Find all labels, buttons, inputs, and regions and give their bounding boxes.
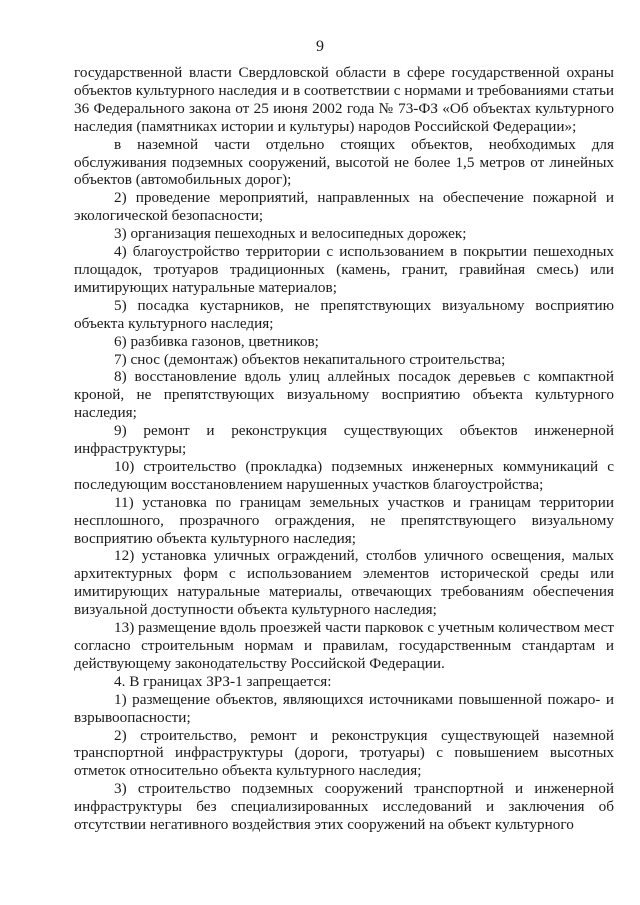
list-item: 13) размещение вдоль проезжей части парковок с учетным количеством мест согласно строительным нормам и правилам, государственным стандартам и действующему законодательству Российской Федерации. [74, 619, 614, 672]
list-item: 8) восстановление вдоль улиц аллейных посадок деревьев с компактной кроной, не препятствующих визуальному восприятию объекта культурного наследия; [74, 368, 614, 422]
list-item: 1) размещение объектов, являющихся источниками повышенной пожаро- и взрывоопасности; [74, 690, 614, 726]
paragraph: в наземной части отдельно стоящих объектов, необходимых для обслуживания подземных сооружений, высотой не более 1,5 метров от линейных объектов (автомобильных дорог); [74, 135, 614, 189]
list-item: 2) строительство, ремонт и реконструкция существующей наземной транспортной инфраструктуры (дороги, тротуары) с повышением высотных отметок относительно объекта культурного наследия; [74, 726, 614, 780]
section-heading: 4. В границах ЗРЗ-1 запрещается: [114, 672, 332, 690]
list-item: 10) строительство (прокладка) подземных инженерных коммуникаций с последующим восстановлением нарушенных участков благоустройства; [74, 457, 614, 493]
page-number: 9 [316, 38, 324, 55]
list-item: 7) снос (демонтаж) объектов некапитального строительства; [114, 350, 506, 368]
list-item: 5) посадка кустарников, не препятствующих визуальному восприятию объекта культурного наследия; [74, 296, 614, 332]
list-item: 2) проведение мероприятий, направленных на обеспечение пожарной и экологической безопасности; [74, 189, 614, 225]
document-body [74, 64, 614, 834]
list-item: 9) ремонт и реконструкция существующих объектов инженерной инфраструктуры; [74, 422, 614, 458]
paragraph: государственной власти Свердловской области в сфере государственной охраны объектов культурного наследия и в соответствии с нормами и требованиями статьи 36 Федерального закона от 25 июня 2002 года № 73-ФЗ «Об объектах культурного наследия (памятниках истории и культуры) народов Российской Федерации»; [74, 64, 614, 135]
list-item: 3) организация пешеходных и велосипедных дорожек; [114, 225, 467, 243]
list-item: 11) установка по границам земельных участков и границам территории несплошного, прозрачного ограждения, не препятствующего визуальному восприятию объекта культурного наследия; [74, 493, 614, 547]
list-item: 3) строительство подземных сооружений транспортной и инженерной инфраструктуры без специализированных исследований и заключения об отсутствии негативного воздействия этих сооружений на объект культурного [74, 780, 614, 834]
list-item: 4) благоустройство территории с использованием в покрытии пешеходных площадок, тротуаров традиционных (камень, гранит, гравийная смесь) или имитирующих натуральные материалов; [74, 243, 614, 296]
list-item: 6) разбивка газонов, цветников; [114, 332, 319, 350]
list-item: 12) установка уличных ограждений, столбов уличного освещения, малых архитектурных форм с использованием элементов исторической среды или имитирующих натуральные материалы, отвечающих требованиям обеспечения визуальной доступности объекта культурного наследия; [74, 547, 614, 619]
